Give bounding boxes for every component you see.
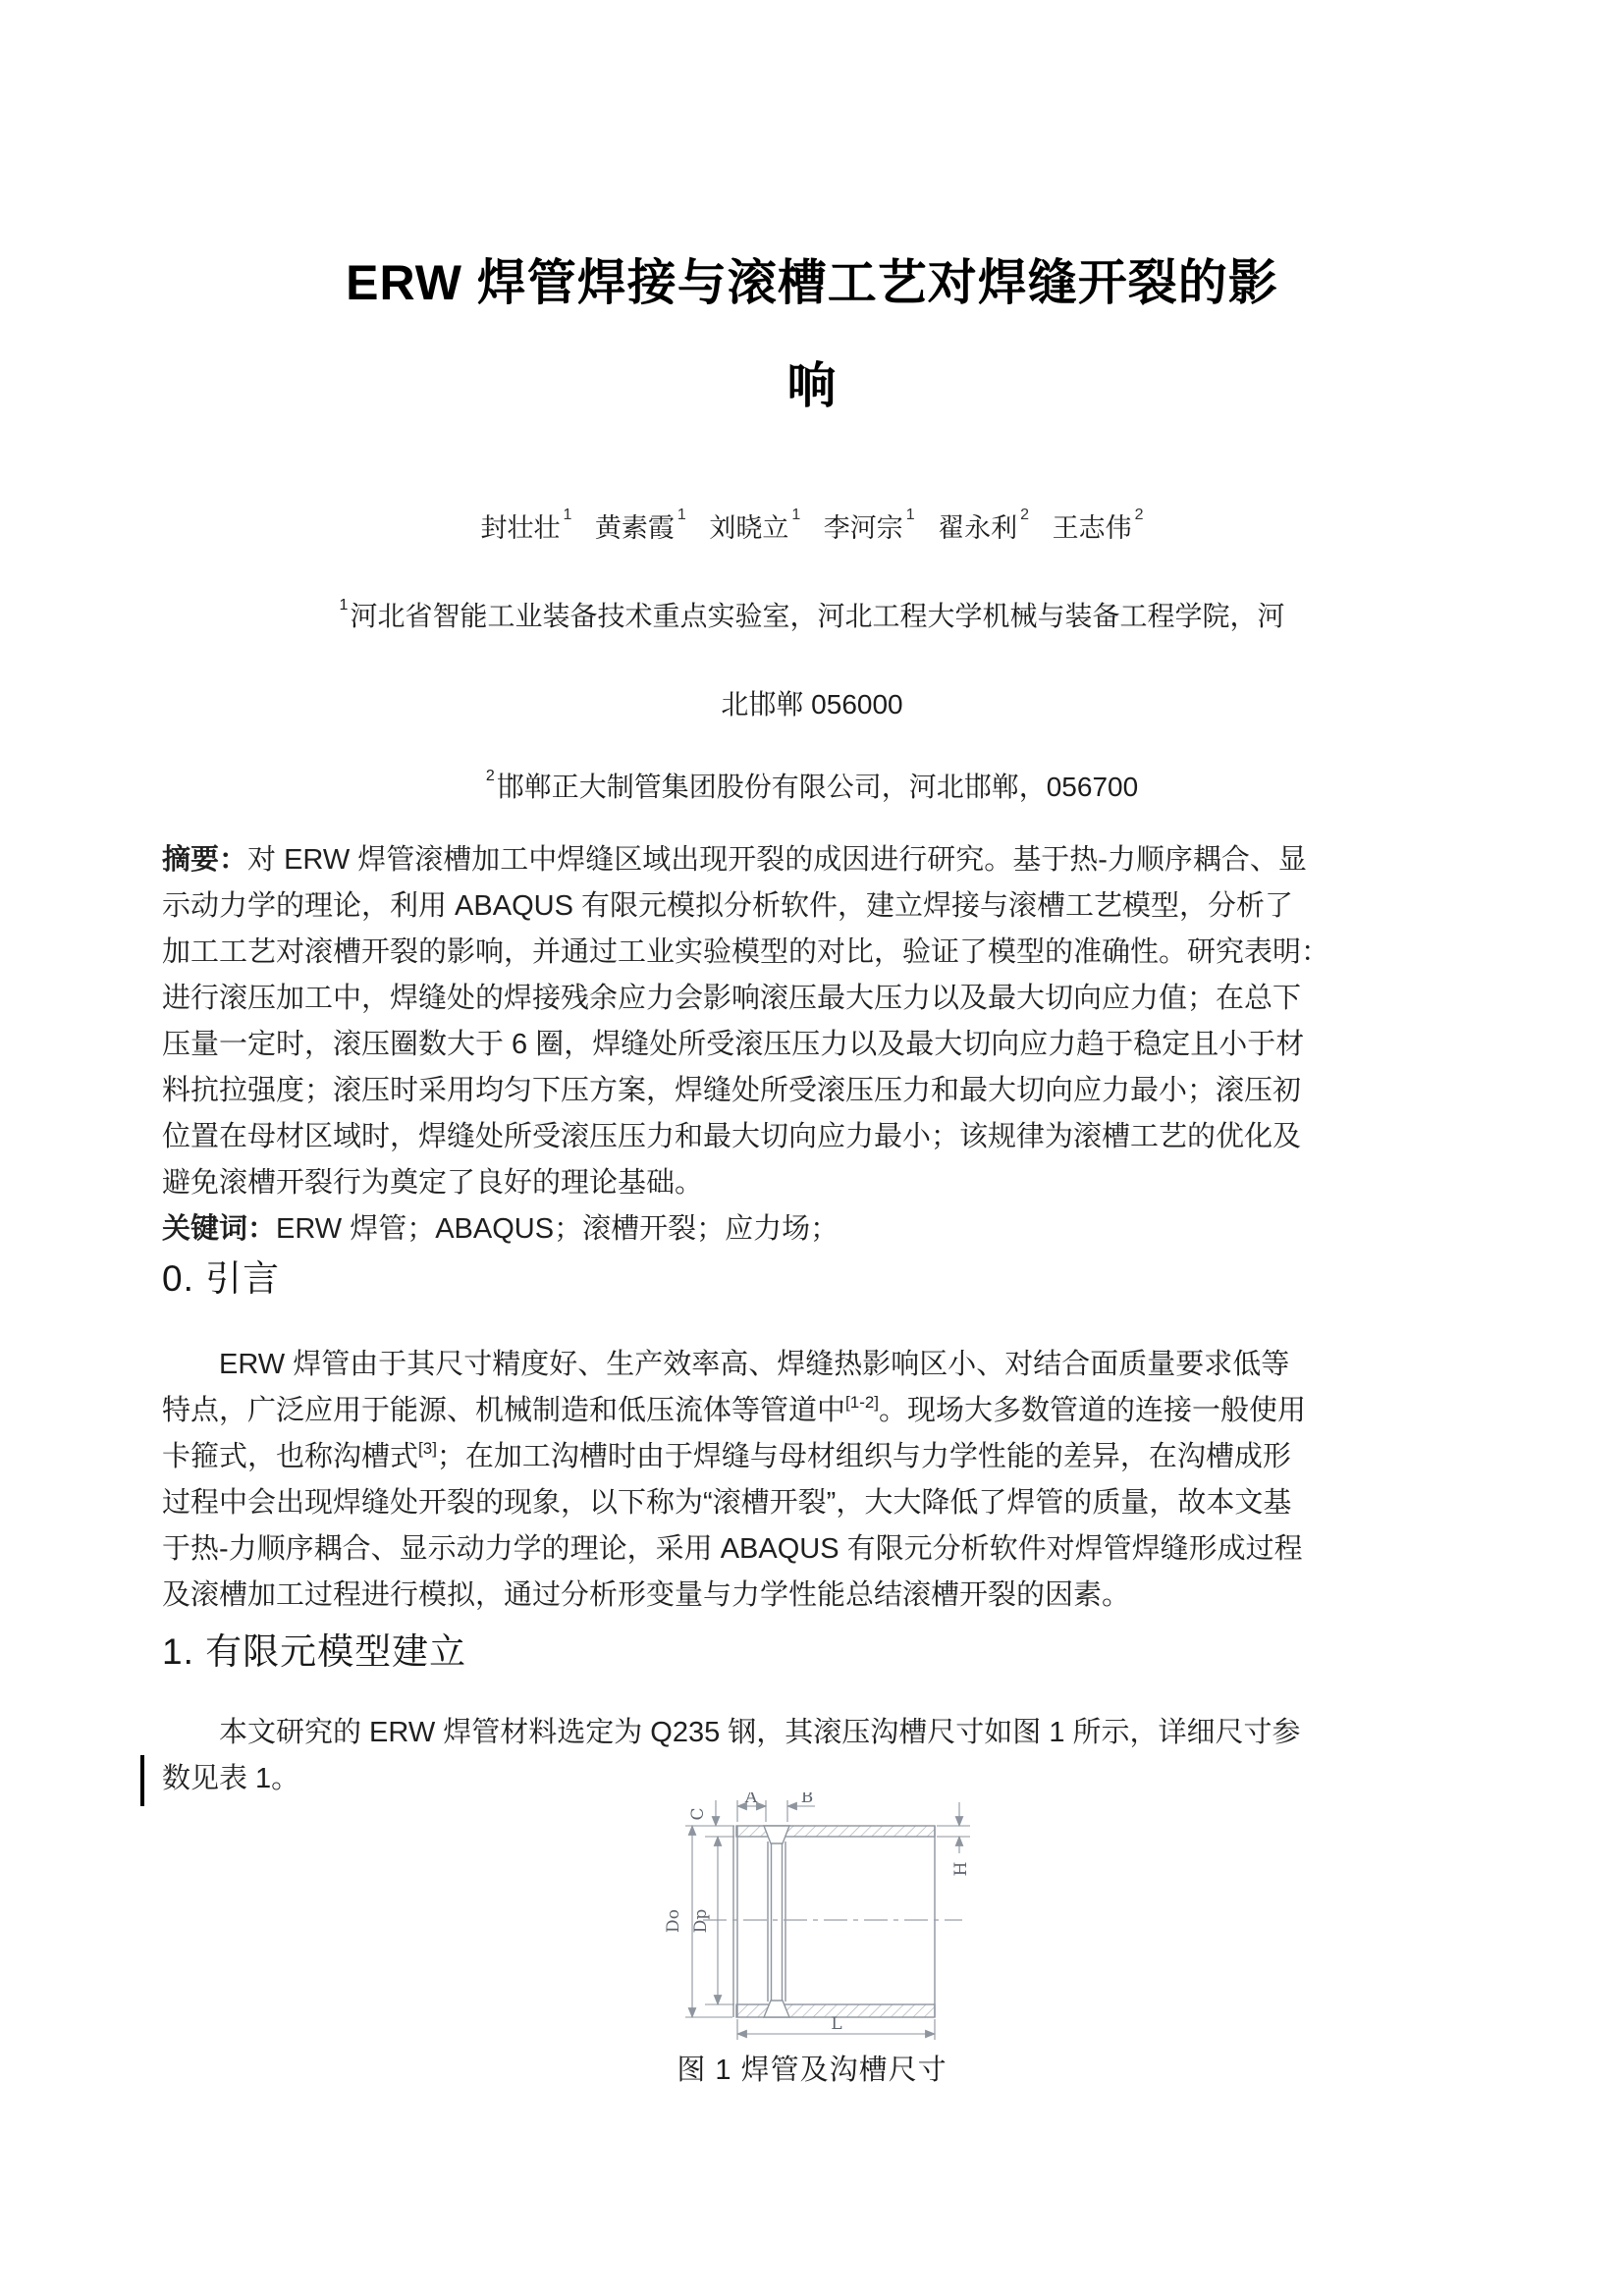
abstract-line: 示动力学的理论，利用 ABAQUS 有限元模拟分析软件，建立焊接与滚槽工艺模型，分析了 [162, 890, 1293, 922]
affiliation-2: $^2$邯郸正大制管集团股份有限公司，河北邯郸，056700 [485, 768, 1139, 802]
section-1-paragraph [162, 1710, 1465, 1802]
paragraph-line: 卡箍式，也称沟槽式[3]；在加工沟槽时由于焊缝与母材组织与力学性能的差异，在沟槽成形 [162, 1439, 1291, 1472]
figure-1-caption: 图 1 焊管及沟槽尺寸 [677, 2055, 947, 2086]
affiliation-1-line1: $^1$河北省智能工业装备技术重点实验室，河北工程大学机械与装备工程学院，河 [339, 597, 1285, 631]
author: 黄素霞 $^1$ [594, 507, 686, 543]
paper-title [0, 232, 1624, 438]
keywords-label: 关键词： [162, 1213, 277, 1245]
citation-3: [3] [418, 1439, 437, 1458]
dim-label-L: L [831, 2014, 842, 2034]
paper-title-line2: 响 [786, 358, 838, 413]
paragraph-line: 特点，广泛应用于能源、机械制造和低压流体等管道中[1-2]。现场大多数管道的连接一般使用 [162, 1393, 1307, 1426]
author: 刘晓立 $^1$ [709, 507, 801, 543]
abstract-line: 位置在母材区域时，焊缝处所受滚压压力和最大切向应力最小；该规律为滚槽工艺的优化及 [162, 1121, 1302, 1152]
dim-label-Dp: Dp [691, 1908, 711, 1934]
figure-1-drawing [660, 1792, 986, 2052]
dim-label-H: H [951, 1861, 971, 1877]
section-0-paragraph [162, 1333, 1465, 1610]
dim-label-Do: Do [664, 1909, 683, 1933]
author: 王志伟 $^2$ [1052, 507, 1144, 543]
author: 李河宗 $^1$ [823, 507, 915, 543]
paragraph-line: 于热-力顺序耦合、显示动力学的理论，采用 ABAQUS 有限元分析软件对焊管焊缝形成过程 [162, 1533, 1303, 1565]
figure-1 [660, 1792, 986, 2052]
revision-bar [140, 1755, 144, 1806]
section-0-heading: 0. 引言 [162, 1258, 281, 1299]
citation-1-2: [1-2] [845, 1393, 880, 1412]
dim-label-B: B [800, 1792, 814, 1807]
paragraph-line: 数见表 1。 [162, 1763, 300, 1794]
abstract-line: 避免滚槽开裂行为奠定了良好的理论基础。 [162, 1167, 704, 1199]
author: 封壮壮 $^1$ [480, 507, 572, 543]
author-list [0, 507, 1624, 545]
abstract-line: 料抗拉强度；滚压时采用均匀下压方案，焊缝处所受滚压压力和最大切向应力最小；滚压初 [162, 1075, 1302, 1106]
abstract [162, 837, 1465, 1253]
abstract-line: 压量一定时，滚压圈数大于 6 圈，焊缝处所受滚压压力以及最大切向应力趋于稳定且小于材 [162, 1029, 1305, 1060]
dim-label-A: A [744, 1792, 758, 1807]
abstract-line: 进行滚压加工中，焊缝处的焊接残余应力会影响滚压最大压力以及最大切向应力值；在总下 [162, 983, 1302, 1014]
author: 翟永利 $^2$ [938, 507, 1030, 543]
keywords: ERW 焊管；ABAQUS；滚槽开裂；应力场； [276, 1213, 839, 1245]
paragraph-line: 本文研究的 ERW 焊管材料选定为 Q235 钢，其滚压沟槽尺寸如图 1 所示，详细尺寸参 [219, 1717, 1301, 1748]
dim-label-C: C [688, 1807, 708, 1821]
paper-title-line1: ERW 焊管焊接与滚槽工艺对焊缝开裂的影 [346, 255, 1278, 310]
abstract-label: 摘要： [162, 844, 248, 876]
section-1-heading: 1. 有限元模型建立 [162, 1631, 467, 1672]
paragraph-line: 及滚槽加工过程进行模拟，通过分析形变量与力学性能总结滚槽开裂的因素。 [162, 1579, 1131, 1611]
keywords-line [162, 1206, 1465, 1253]
affiliation-1-line2: 北邯郸 056000 [721, 689, 903, 720]
abstract-line: 摘要：对 ERW 焊管滚槽加工中焊缝区域出现开裂的成因进行研究。基于热-力顺序耦合、显 [162, 844, 1307, 876]
paragraph-line: ERW 焊管由于其尺寸精度好、生产效率高、焊缝热影响区小、对结合面质量要求低等 [219, 1349, 1290, 1380]
abstract-line: 加工工艺对滚槽开裂的影响，并通过工业实验模型的对比，验证了模型的准确性。研究表明： [162, 936, 1330, 968]
paragraph-line: 过程中会出现焊缝处开裂的现象，以下称为“滚槽开裂”，大大降低了焊管的质量，故本文基 [162, 1487, 1292, 1519]
